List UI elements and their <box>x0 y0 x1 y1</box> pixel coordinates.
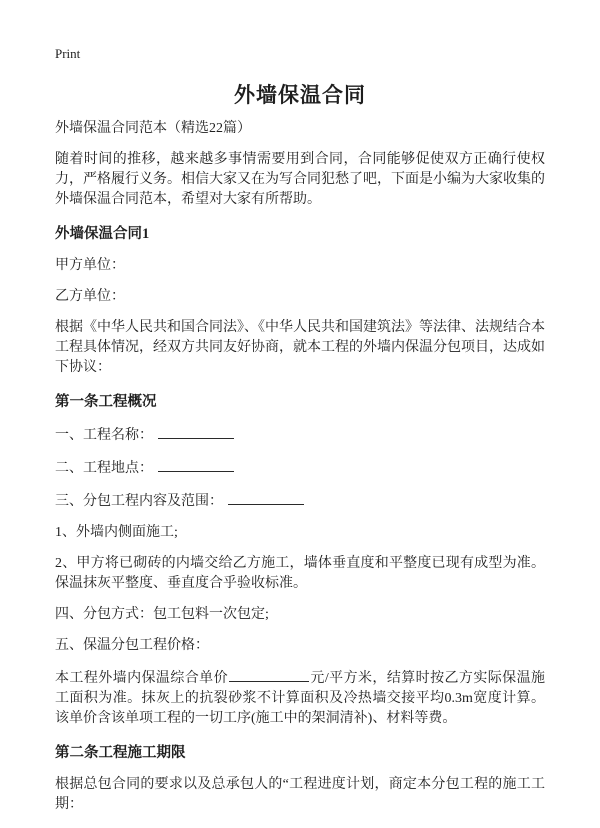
project-name-blank <box>158 424 234 439</box>
clause-1-heading: 第一条工程概况 <box>55 394 157 410</box>
project-location-line <box>55 457 545 479</box>
scope-item-1: 1、外墙内侧面施工; <box>55 525 178 540</box>
price-paragraph <box>55 667 545 729</box>
project-location-blank <box>158 457 234 472</box>
intro-paragraph: 随着时间的推移，越来越多事情需要用到合同，合同能够促使双方正确行使权力，严格履行义务。相信大家又在为写合同犯愁了吧，下面是小编为大家收集的外墙保温合同范本，希望对大家有所帮助。 <box>55 152 545 207</box>
price-text-after: 元/平方米，结算时按乙方实际保温施工面积为准。抹灰上的抗裂砂浆不计算面积及冷热墙交接平均0.3m宽度计算。该单价含该单项工程的一切工序(施工中的架洞清补)、材料等费。 <box>55 671 546 726</box>
project-location-label: 二、工程地点： <box>55 461 153 476</box>
unit-price-blank <box>229 667 309 682</box>
project-name-label: 一、工程名称： <box>55 428 153 443</box>
clause-2-heading: 第二条工程施工期限 <box>55 745 186 761</box>
print-button[interactable]: Print <box>55 46 81 61</box>
party-a-line: 甲方单位： <box>55 258 125 273</box>
legal-basis-paragraph: 根据《中华人民共和国合同法》、《中华人民共和国建筑法》等法律、法规结合本工程具体情况，经双方共同友好协商，就本工程的外墙内保温分包项目，达成如下协议： <box>55 320 545 375</box>
clause-2-paragraph: 根据总包合同的要求以及总承包人的“工程进度计划，商定本分包工程的施工工期： <box>55 777 545 812</box>
scope-item-2: 2、甲方将已砌砖的内墙交给乙方施工，墙体垂直度和平整度已现有成型为准。保温抹灰平整度、垂直度合乎验收标准。 <box>55 556 545 591</box>
subcontract-scope-blank <box>228 490 304 505</box>
project-name-line <box>55 424 545 446</box>
price-heading-line: 五、保温分包工程价格： <box>55 638 209 653</box>
subcontract-scope-line <box>55 490 545 512</box>
doc-subtitle: 外墙保温合同范本（精选22篇） <box>55 121 251 136</box>
subcontract-method-line: 四、分包方式：包工包料一次包定; <box>55 607 269 622</box>
page-title: 外墙保温合同 <box>234 83 366 107</box>
price-text-before: 本工程外墙内保温综合单价 <box>55 671 229 686</box>
contract-1-heading: 外墙保温合同1 <box>55 226 150 242</box>
party-b-line: 乙方单位： <box>55 289 125 304</box>
subcontract-scope-label: 三、分包工程内容及范围： <box>55 494 223 509</box>
